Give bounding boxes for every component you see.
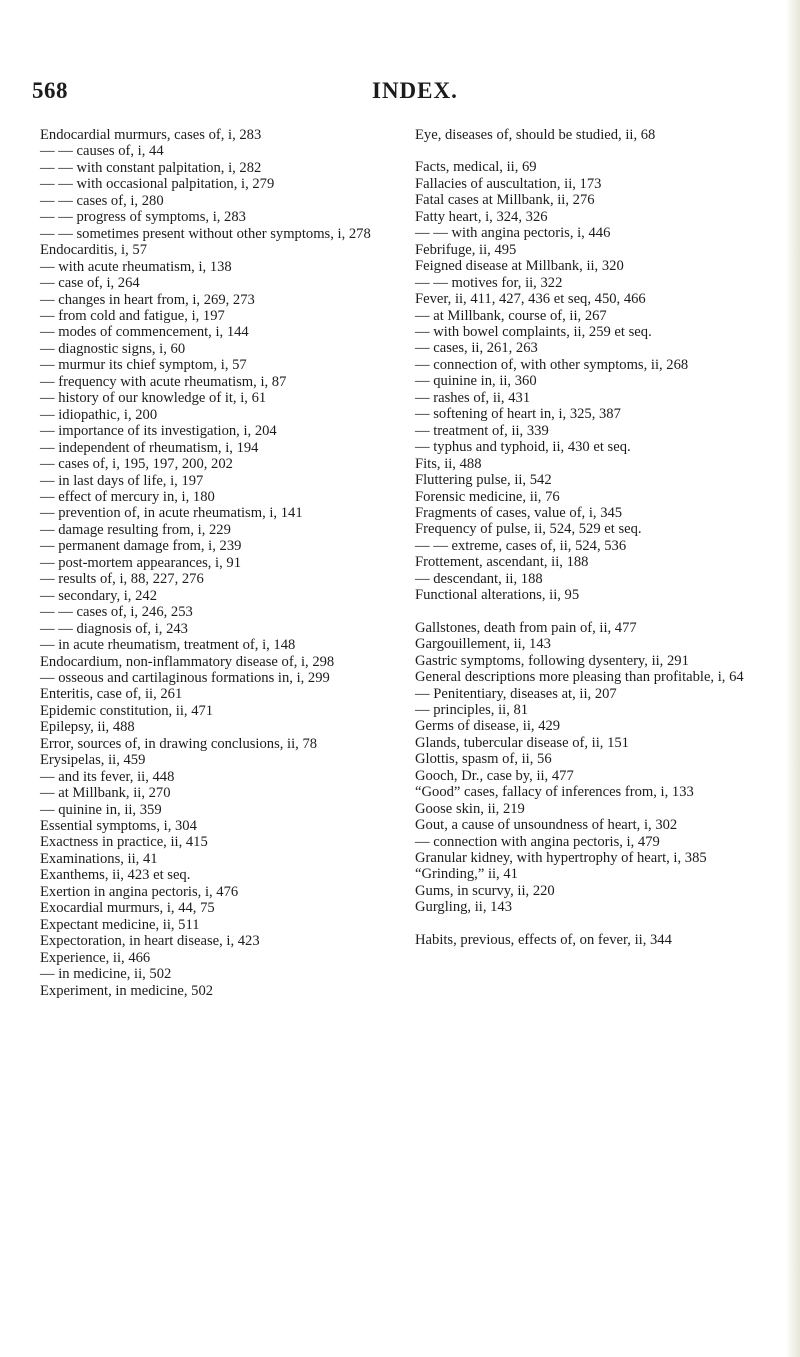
- index-entry: Erysipelas, ii, 459: [40, 752, 146, 769]
- index-entry: Exertion in angina pectoris, i, 476: [40, 883, 239, 900]
- index-entry: — — progress of symptoms, i, 283: [40, 209, 246, 226]
- index-entry: — descendant, ii, 188: [415, 570, 543, 587]
- index-entry: Eye, diseases of, should be studied, ii, 68: [415, 127, 656, 143]
- index-column-right: [415, 127, 767, 948]
- index-entry: — Penitentiary, diseases at, ii, 207: [415, 685, 617, 702]
- index-entry: Glottis, spasm of, ii, 56: [415, 751, 552, 768]
- index-entry: Goose skin, ii, 219: [415, 800, 525, 817]
- index-entry: Exanthems, ii, 423 et seq.: [40, 867, 191, 884]
- index-entry: — connection with angina pectoris, i, 479: [415, 833, 660, 850]
- index-entry: Glands, tubercular disease of, ii, 151: [415, 734, 629, 751]
- index-entry: Gallstones, death from pain of, ii, 477: [415, 619, 637, 636]
- index-entry: Epidemic constitution, ii, 471: [40, 702, 214, 719]
- index-entry: Enteritis, case of, ii, 261: [40, 686, 183, 703]
- index-entry: Exactness in practice, ii, 415: [40, 834, 208, 851]
- index-entry: — — motives for, ii, 322: [415, 274, 563, 291]
- index-entry: — and its fever, ii, 448: [40, 768, 175, 785]
- index-entry: Error, sources of, in drawing conclusions, ii, 78: [40, 735, 318, 752]
- index-entry: Frottement, ascendant, ii, 188: [415, 554, 589, 571]
- index-entry: — cases, ii, 261, 263: [415, 340, 538, 357]
- index-entry: Expectant medicine, ii, 511: [40, 916, 200, 933]
- index-entry: — cases of, i, 195, 197, 200, 202: [40, 456, 233, 473]
- index-entry: — — diagnosis of, i, 243: [40, 620, 188, 637]
- index-entry: — changes in heart from, i, 269, 273: [40, 291, 255, 308]
- index-entry: — typhus and typhoid, ii, 430 et seq.: [415, 439, 631, 456]
- index-entry: — — with constant palpitation, i, 282: [40, 159, 262, 176]
- index-entry: Fragments of cases, value of, i, 345: [415, 504, 623, 521]
- index-entry: — history of our knowledge of it, i, 61: [40, 390, 267, 407]
- index-entry: Frequency of pulse, ii, 524, 529 et seq.: [415, 521, 642, 538]
- index-entry: — quinine in, ii, 360: [415, 373, 537, 390]
- index-entry: Gargouillement, ii, 143: [415, 636, 551, 653]
- index-entry: — principles, ii, 81: [415, 701, 529, 718]
- index-entry: — in medicine, ii, 502: [40, 966, 172, 983]
- index-entry: — from cold and fatigue, i, 197: [40, 307, 225, 324]
- index-entry: Expectoration, in heart disease, i, 423: [40, 933, 260, 950]
- index-entry: — in acute rheumatism, treatment of, i, 148: [40, 637, 296, 654]
- index-entry: Fatal cases at Millbank, ii, 276: [415, 192, 595, 209]
- index-entry: — secondary, i, 242: [40, 587, 157, 604]
- index-entry: — — with occasional palpitation, i, 279: [40, 176, 275, 193]
- page-title: INDEX.: [372, 78, 458, 103]
- index-entry: Febrifuge, ii, 495: [415, 241, 517, 258]
- index-entry: — case of, i, 264: [40, 275, 140, 292]
- index-entry: Fatty heart, i, 324, 326: [415, 208, 548, 225]
- index-entry: Gastric symptoms, following dysentery, ii, 291: [415, 652, 689, 669]
- index-entry: — at Millbank, ii, 270: [40, 785, 171, 802]
- page-header: [32, 78, 800, 108]
- index-entry: Gooch, Dr., case by, ii, 477: [415, 767, 574, 784]
- index-entry: Fever, ii, 411, 427, 436 et seq, 450, 466: [415, 291, 646, 308]
- index-entry: — osseous and cartilaginous formations in, i, 299: [40, 669, 330, 686]
- index-entry: Germs of disease, ii, 429: [415, 718, 561, 735]
- index-entry: — at Millbank, course of, ii, 267: [415, 307, 607, 324]
- index-entry: Endocardium, non-inflammatory disease of, i, 298: [40, 653, 335, 670]
- index-entry: — rashes of, ii, 431: [415, 389, 531, 406]
- index-entry: — results of, i, 88, 227, 276: [40, 571, 204, 588]
- index-entry: Fluttering pulse, ii, 542: [415, 472, 552, 489]
- index-entry: Habits, previous, effects of, on fever, ii, 344: [415, 931, 672, 948]
- page-edge: [786, 0, 800, 1357]
- index-entry: — — causes of, i, 44: [40, 143, 164, 160]
- index-entry: — — extreme, cases of, ii, 524, 536: [415, 537, 627, 554]
- index-entry: — — with angina pectoris, i, 446: [415, 225, 611, 242]
- index-entry: General descriptions more pleasing than profitable, i, 64: [415, 669, 744, 686]
- index-entry: Epilepsy, ii, 488: [40, 719, 135, 736]
- index-entry: Gurgling, ii, 143: [415, 899, 513, 916]
- index-entry: — frequency with acute rheumatism, i, 87: [40, 373, 287, 390]
- index-entry: Endocardial murmurs, cases of, i, 283: [40, 127, 262, 143]
- index-entry: — prevention of, in acute rheumatism, i, 141: [40, 505, 303, 522]
- index-entry: Feigned disease at Millbank, ii, 320: [415, 258, 624, 275]
- index-entry: “Grinding,” ii, 41: [415, 866, 518, 883]
- index-entry: Experiment, in medicine, 502: [40, 982, 214, 999]
- index-entry: Granular kidney, with hypertrophy of heart, i, 385: [415, 850, 707, 867]
- index-entry: Functional alterations, ii, 95: [415, 587, 580, 604]
- index-entry: — importance of its investigation, i, 204: [40, 423, 277, 440]
- index-entry: — with acute rheumatism, i, 138: [40, 258, 232, 275]
- index-entry: — effect of mercury in, i, 180: [40, 488, 215, 505]
- index-entry: — independent of rheumatism, i, 194: [40, 439, 259, 456]
- index-entry: — softening of heart in, i, 325, 387: [415, 406, 621, 423]
- index-entry: Endocarditis, i, 57: [40, 242, 148, 259]
- index-entry: — — cases of, i, 246, 253: [40, 604, 193, 621]
- index-entry: — diagnostic signs, i, 60: [40, 340, 186, 357]
- index-entry: — quinine in, ii, 359: [40, 801, 162, 818]
- index-entry: Exocardial murmurs, i, 44, 75: [40, 900, 215, 917]
- index-entry: Experience, ii, 466: [40, 949, 151, 966]
- index-entry: — permanent damage from, i, 239: [40, 538, 242, 555]
- index-entry: Gums, in scurvy, ii, 220: [415, 882, 555, 899]
- index-entry: Forensic medicine, ii, 76: [415, 488, 560, 505]
- index-entry: Facts, medical, ii, 69: [415, 159, 537, 176]
- index-column-left: [40, 127, 392, 999]
- index-entry: Gout, a cause of unsoundness of heart, i, 302: [415, 817, 678, 834]
- index-entry: — modes of commencement, i, 144: [40, 324, 249, 341]
- index-entry: “Good” cases, fallacy of inferences from, i, 133: [415, 784, 694, 801]
- index-entry: Fallacies of auscultation, ii, 173: [415, 175, 602, 192]
- index-entry: — damage resulting from, i, 229: [40, 521, 231, 538]
- index-entry: — post-mortem appearances, i, 91: [40, 554, 242, 571]
- index-entry: Examinations, ii, 41: [40, 850, 158, 867]
- index-entry: — — cases of, i, 280: [40, 192, 164, 209]
- page-number: 568: [32, 78, 68, 103]
- index-entry: — — sometimes present without other symptoms, i, 278: [40, 225, 371, 242]
- index-entry: — connection of, with other symptoms, ii, 268: [415, 356, 689, 373]
- index-entry: Fits, ii, 488: [415, 455, 482, 472]
- index-entry: — treatment of, ii, 339: [415, 422, 549, 439]
- index-entry: Essential symptoms, i, 304: [40, 818, 197, 835]
- index-entry: — in last days of life, i, 197: [40, 472, 204, 489]
- index-entry: — with bowel complaints, ii, 259 et seq.: [415, 323, 652, 340]
- index-entry: — murmur its chief symptom, i, 57: [40, 357, 247, 374]
- index-entry: — idiopathic, i, 200: [40, 406, 158, 423]
